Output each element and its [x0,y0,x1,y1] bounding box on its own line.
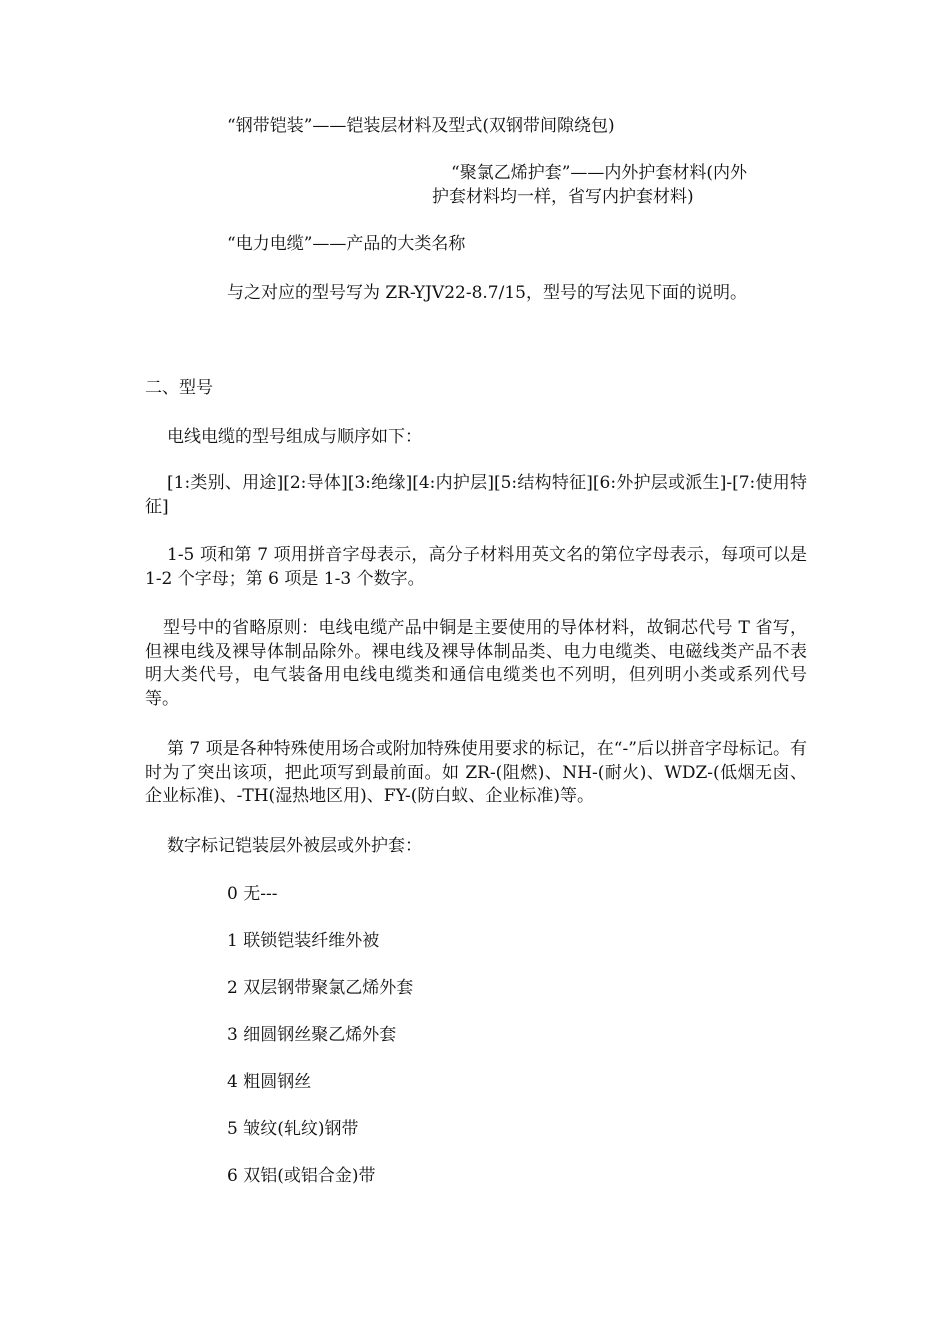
category-definition: “电力电缆”——产品的大类名称 [227,234,466,254]
armor-definition: “钢带铠装”——铠装层材料及型式(双钢带间隙绕包) [227,116,615,136]
code-item: 5 皱纹(轧纹)钢带 [227,1119,359,1139]
model-order-intro: 电线电缆的型号组成与顺序如下： [167,427,422,447]
letter-code-rule: 1-5 项和第 7 项用拼音字母表示，高分子材料用英文名的第位字母表示，每项可以是 1-2 个字母；第 6 项是 1-3 个数字。 [145,545,807,589]
section-heading: 二、型号 [145,378,213,398]
model-example: 与之对应的型号写为 ZR-YJV22-8.7/15，型号的写法见下面的说明。 [227,283,747,303]
model-structure: [1:类别、用途][2:导体][3:绝缘][4:内护层][5:结构特征][6:外护层或派生]-[7:使用特征] [145,473,807,517]
code-item: 3 细圆钢丝聚乙烯外套 [227,1025,397,1045]
code-item: 6 双铝(或铝合金)带 [227,1166,376,1186]
sheath-definition-line1: “聚氯乙烯护套”——内外护套材料(内外 [451,163,748,183]
special-use-rule: 第 7 项是各种特殊使用场合或附加特殊使用要求的标记，在“-”后以拼音字母标记。有时为了突出该项，把此项写到最前面。如 ZR-(阻燃)、NH-(耐火)、WDZ-(低烟无卤、企业标准)、-TH(湿热地区用)、FY-(防白蚁、企业标准)等。 [145,739,807,806]
code-item: 2 双层钢带聚氯乙烯外套 [227,978,414,998]
code-item: 4 粗圆钢丝 [227,1072,312,1092]
omission-rule: 型号中的省略原则：电线电缆产品中铜是主要使用的导体材料，故铜芯代号 T 省写，但裸电线及裸导体制品除外。裸电线及裸导体制品类、电力电缆类、电磁线类产品不表明大类代号，电气装备用电线电缆类和通信电缆类也不列明，但列明小类或系列代号等。 [145,618,807,709]
code-item: 0 无--- [227,884,278,904]
code-item: 1 联锁铠装纤维外被 [227,931,380,951]
armor-code-intro: 数字标记铠装层外被层或外护套： [167,836,422,856]
sheath-definition-line2: 护套材料均一样，省写内护套材料) [432,187,694,207]
